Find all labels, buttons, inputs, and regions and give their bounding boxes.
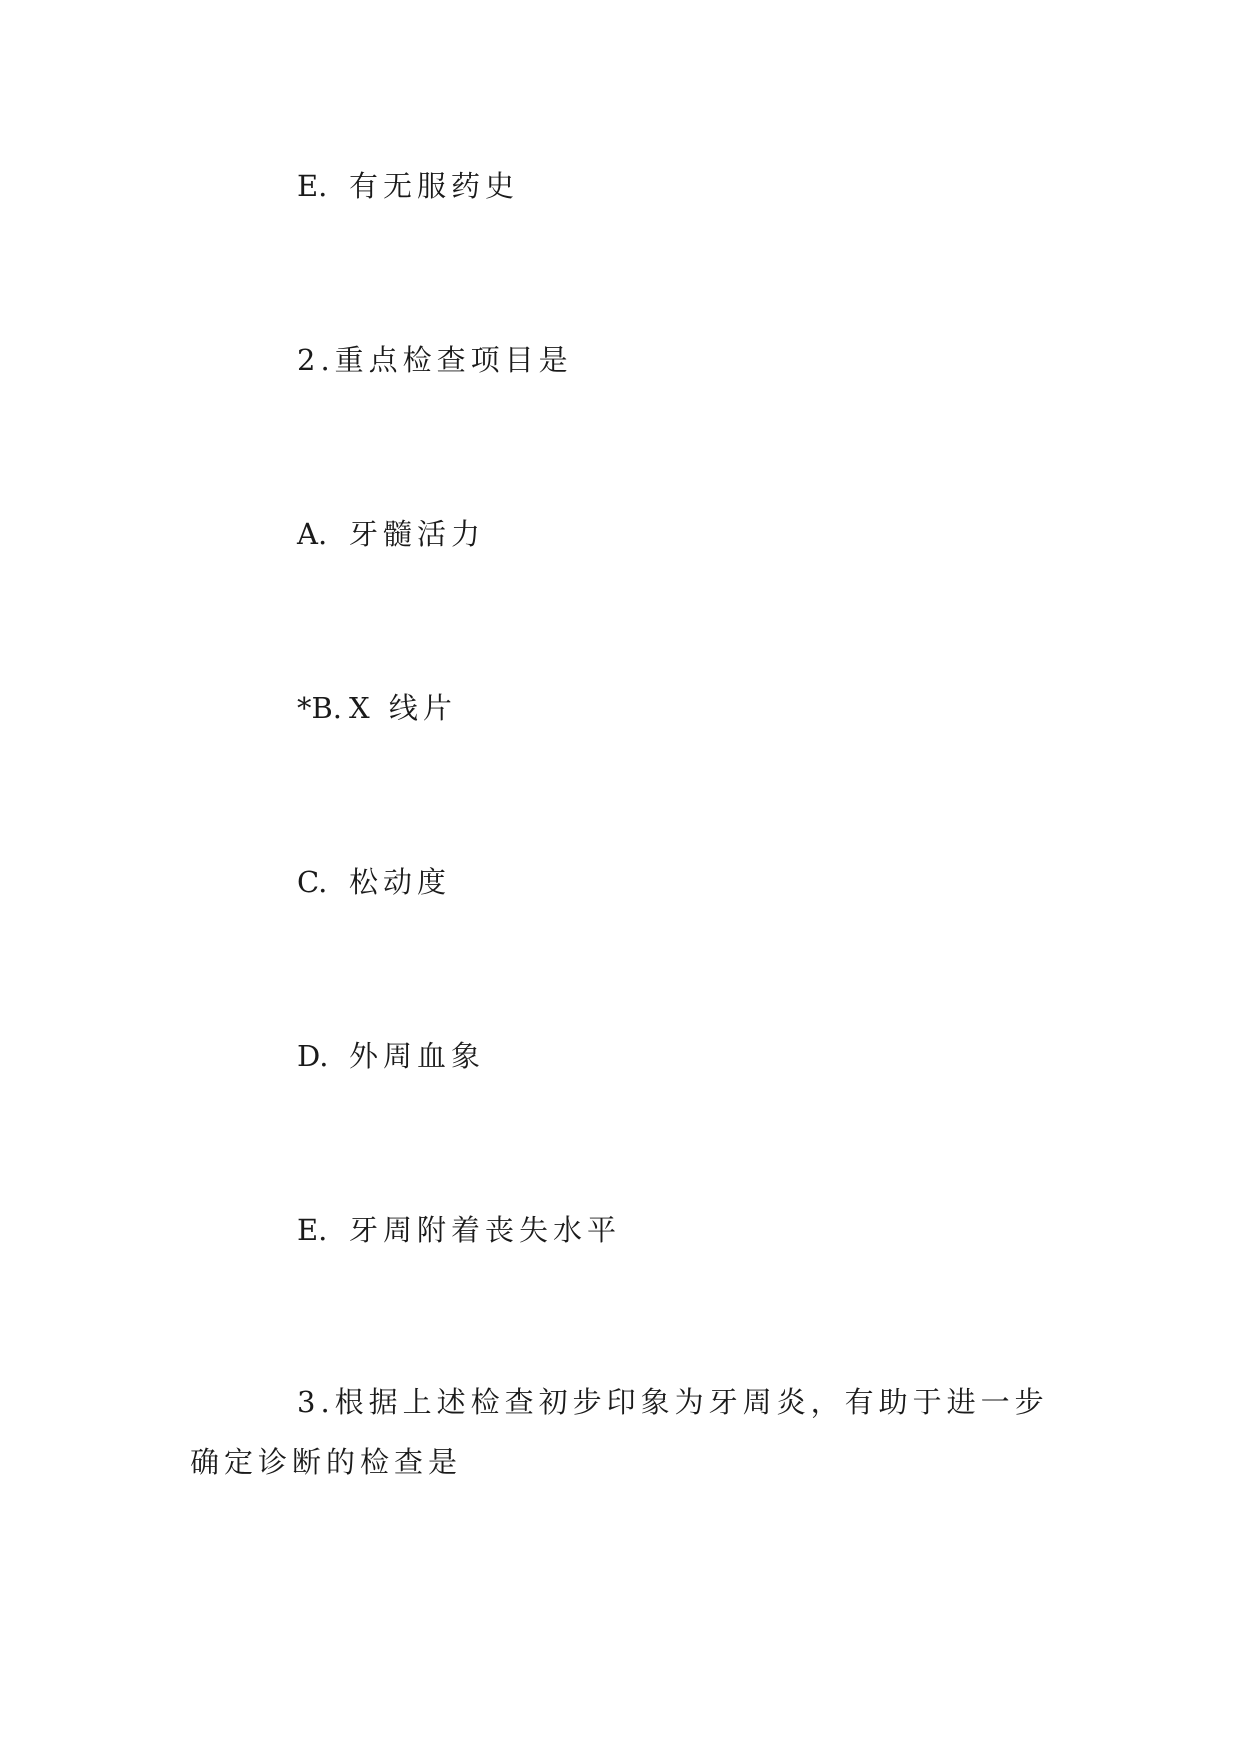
option-text: X 线片 (349, 691, 457, 725)
option-text: 外周血象 (349, 1039, 486, 1073)
option-letter: E. (297, 1213, 328, 1247)
option-letter: D. (297, 1039, 329, 1073)
option-c-mobility (297, 862, 451, 902)
question-2-stem: 2.重点检查项目是 (297, 343, 573, 377)
question-3-stem: 3.根据上述检查初步印象为牙周炎，有助于进一步确定诊断的检查是 (190, 1385, 1049, 1479)
option-text: 牙周附着丧失水平 (349, 1213, 622, 1247)
option-letter: C. (297, 865, 328, 899)
option-text: 有无服药史 (349, 169, 520, 203)
option-letter: *B. (297, 691, 343, 725)
option-a-pulp-vitality (297, 514, 485, 554)
option-text: 牙髓活力 (349, 517, 486, 551)
option-d-blood-picture (297, 1036, 485, 1076)
option-text: 松动度 (349, 865, 452, 899)
option-b-xray-correct (297, 688, 457, 728)
option-e-attachment-loss (297, 1210, 621, 1250)
option-letter: E. (297, 169, 328, 203)
option-e-medication-history (297, 166, 519, 206)
option-letter: A. (297, 517, 328, 551)
